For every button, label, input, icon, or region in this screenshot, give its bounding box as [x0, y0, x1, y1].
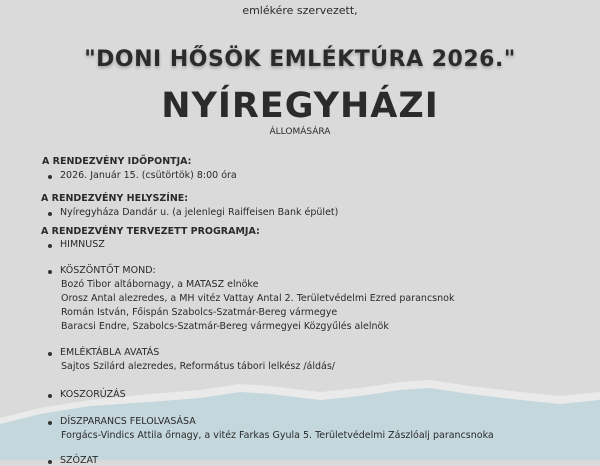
speaker-line: Baracsi Endre, Szabolcs-Szatmár-Bereg vármegyei Közgyűlés alelnök	[61, 321, 389, 332]
station-label: ÁLLOMÁSÁRA	[269, 127, 331, 137]
program-item: EMLÉKTÁBLA AVATÁS	[60, 347, 160, 358]
subtitle: emlékére szervezett,	[242, 4, 358, 17]
date-heading: A RENDEZVÉNY IDŐPONTJA:	[42, 156, 192, 167]
torn-paper-decoration	[0, 370, 600, 460]
event-title: "DONI HŐSÖK EMLÉKTÚRA 2026."	[84, 47, 516, 72]
city-title: NYÍREGYHÁZI	[161, 86, 439, 126]
date-value: 2026. Január 15. (csütörtök) 8:00 óra	[60, 170, 237, 181]
speaker-line: Román István, Főispán Szabolcs-Szatmár-Bereg vármegye	[61, 307, 338, 318]
program-heading: A RENDEZVÉNY TERVEZETT PROGRAMJA:	[41, 226, 260, 237]
program-item: KÖSZÖNTŐT MOND:	[60, 265, 156, 276]
program-item: KOSZORÚZÁS	[60, 389, 126, 400]
speaker-line: Sajtos Szilárd alezredes, Református tábori lelkész /áldás/	[61, 361, 336, 372]
speaker-line: Forgács-Vindics Attila őrnagy, a vitéz Farkas Gyula 5. Területvédelmi Zászlóalj parancsnoka	[61, 430, 494, 441]
program-item: HIMNUSZ	[60, 239, 105, 250]
speaker-line: Bozó Tibor altábornagy, a MATASZ elnöke	[61, 279, 259, 290]
speaker-line: Orosz Antal alezredes, a MH vitéz Vattay Antal 2. Területvédelmi Ezred parancsnok	[61, 293, 455, 304]
venue-value: Nyíregyháza Dandár u. (a jelenlegi Raiffeisen Bank épület)	[60, 207, 339, 218]
program-item: DÍSZPARANCS FELOLVASÁSA	[60, 416, 196, 427]
venue-heading: A RENDEZVÉNY HELYSZÍNE:	[41, 193, 189, 204]
program-item: SZÓZAT	[60, 455, 99, 466]
